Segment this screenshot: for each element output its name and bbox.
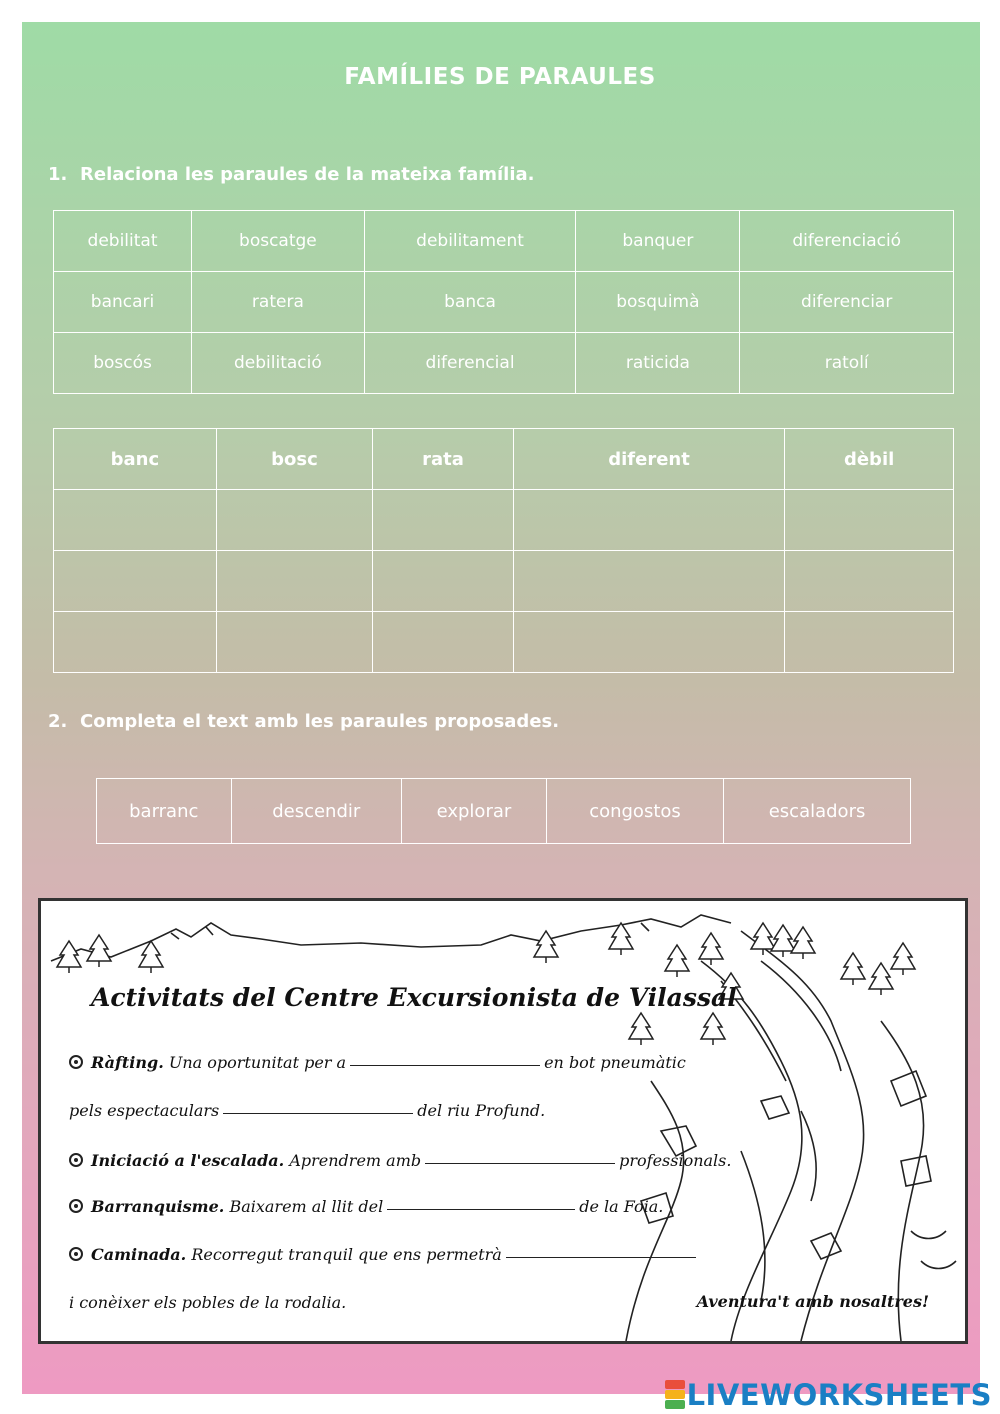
answer-cell[interactable] bbox=[54, 612, 217, 673]
word-cell[interactable]: bosquimà bbox=[576, 272, 740, 333]
family-header: rata bbox=[373, 429, 514, 490]
activity-label: Barranquisme. bbox=[91, 1197, 225, 1216]
blank-input[interactable] bbox=[350, 1064, 540, 1066]
activity-text: Una oportunitat per a bbox=[168, 1053, 347, 1072]
blank-input[interactable] bbox=[506, 1256, 696, 1258]
activity-text: del riu Profund. bbox=[417, 1101, 546, 1120]
word-cell[interactable]: debilitat bbox=[54, 211, 192, 272]
exercise-2-instruction bbox=[48, 711, 559, 732]
activity-text: Recorregut tranquil que ens permetrà bbox=[191, 1245, 502, 1264]
family-header: banc bbox=[54, 429, 217, 490]
word-cell[interactable]: ratera bbox=[192, 272, 365, 333]
activity-text: Baixarem al llit del bbox=[229, 1197, 384, 1216]
answer-cell[interactable] bbox=[216, 551, 373, 612]
table-row bbox=[54, 272, 954, 333]
proposed-word[interactable]: explorar bbox=[402, 779, 547, 844]
proposed-word[interactable]: barranc bbox=[97, 779, 232, 844]
logo-bar bbox=[665, 1380, 685, 1389]
activity-text: Aprendrem amb bbox=[289, 1151, 422, 1170]
activity-text: pels espectaculars bbox=[69, 1101, 220, 1120]
families-header-row bbox=[54, 429, 954, 490]
activities-panel bbox=[38, 898, 968, 1344]
slogan: Aventura't amb nosaltres! bbox=[696, 1292, 929, 1311]
answer-cell[interactable] bbox=[216, 612, 373, 673]
answer-cell[interactable] bbox=[513, 551, 784, 612]
family-header: diferent bbox=[513, 429, 784, 490]
answer-cell[interactable] bbox=[785, 551, 954, 612]
table-row bbox=[54, 490, 954, 551]
answer-cell[interactable] bbox=[373, 551, 514, 612]
blank-input[interactable] bbox=[387, 1208, 575, 1210]
word-cell[interactable]: boscós bbox=[54, 333, 192, 394]
table-row bbox=[54, 612, 954, 673]
word-cell[interactable]: boscatge bbox=[192, 211, 365, 272]
table-row bbox=[97, 779, 911, 844]
activity-line-rafting bbox=[69, 1053, 686, 1072]
activity-line-walk-cont bbox=[69, 1293, 346, 1312]
answer-cell[interactable] bbox=[216, 490, 373, 551]
activity-line-rafting-cont bbox=[69, 1101, 545, 1120]
proposed-word[interactable]: escaladors bbox=[724, 779, 911, 844]
exercise-1-text: Relaciona les paraules de la mateixa família. bbox=[80, 164, 535, 185]
answer-cell[interactable] bbox=[54, 551, 217, 612]
word-cell[interactable]: raticida bbox=[576, 333, 740, 394]
bullet-icon bbox=[69, 1055, 83, 1069]
word-cell[interactable]: banquer bbox=[576, 211, 740, 272]
answer-cell[interactable] bbox=[513, 490, 784, 551]
proposed-words-table bbox=[96, 778, 911, 844]
word-cell[interactable]: diferenciar bbox=[740, 272, 954, 333]
families-table bbox=[53, 428, 954, 673]
exercise-2-text: Completa el text amb les paraules proposades. bbox=[80, 711, 560, 732]
landscape-illustration bbox=[41, 901, 965, 1341]
answer-cell[interactable] bbox=[54, 490, 217, 551]
activity-text: de la Foia. bbox=[579, 1197, 664, 1216]
word-cell[interactable]: debilitació bbox=[192, 333, 365, 394]
proposed-word[interactable]: descendir bbox=[231, 779, 402, 844]
blank-input[interactable] bbox=[223, 1112, 413, 1114]
logo-bar bbox=[665, 1390, 685, 1399]
table-row bbox=[54, 551, 954, 612]
answer-cell[interactable] bbox=[373, 490, 514, 551]
word-cell[interactable]: diferenciació bbox=[740, 211, 954, 272]
exercise-1-number: 1. bbox=[48, 164, 68, 185]
activity-label: Ràfting. bbox=[91, 1053, 164, 1072]
table-row bbox=[54, 333, 954, 394]
bullet-icon bbox=[69, 1199, 83, 1213]
exercise-1-instruction bbox=[48, 164, 534, 185]
family-header: bosc bbox=[216, 429, 373, 490]
answer-cell[interactable] bbox=[785, 612, 954, 673]
word-cell[interactable]: debilitament bbox=[364, 211, 576, 272]
bullet-icon bbox=[69, 1153, 83, 1167]
table-row bbox=[54, 211, 954, 272]
page-title: FAMÍLIES DE PARAULES bbox=[344, 64, 656, 90]
liveworksheets-icon bbox=[665, 1380, 685, 1410]
word-bank-table bbox=[53, 210, 954, 394]
blank-input[interactable] bbox=[425, 1162, 615, 1164]
family-header: dèbil bbox=[785, 429, 954, 490]
bullet-icon bbox=[69, 1247, 83, 1261]
exercise-2-number: 2. bbox=[48, 711, 68, 732]
logo-bar bbox=[665, 1400, 685, 1409]
activity-label: Iniciació a l'escalada. bbox=[91, 1151, 285, 1170]
word-cell[interactable]: banca bbox=[364, 272, 576, 333]
answer-cell[interactable] bbox=[513, 612, 784, 673]
activity-label: Caminada. bbox=[91, 1245, 187, 1264]
liveworksheets-logo[interactable] bbox=[665, 1378, 992, 1412]
activity-text: i conèixer els pobles de la rodalia. bbox=[69, 1293, 347, 1312]
activities-title: Activitats del Centre Excursionista de Vilassal bbox=[91, 983, 737, 1012]
word-cell[interactable]: ratolí bbox=[740, 333, 954, 394]
activity-line-canyoning bbox=[69, 1197, 663, 1216]
answer-cell[interactable] bbox=[373, 612, 514, 673]
brand-name: LIVEWORKSHEETS bbox=[686, 1378, 992, 1412]
activity-line-walk bbox=[69, 1245, 700, 1264]
word-cell[interactable]: diferencial bbox=[364, 333, 576, 394]
word-cell[interactable]: bancari bbox=[54, 272, 192, 333]
activity-line-climbing bbox=[69, 1151, 731, 1170]
activity-text: en bot pneumàtic bbox=[544, 1053, 686, 1072]
proposed-word[interactable]: congostos bbox=[546, 779, 723, 844]
answer-cell[interactable] bbox=[785, 490, 954, 551]
activity-text: professionals. bbox=[619, 1151, 732, 1170]
